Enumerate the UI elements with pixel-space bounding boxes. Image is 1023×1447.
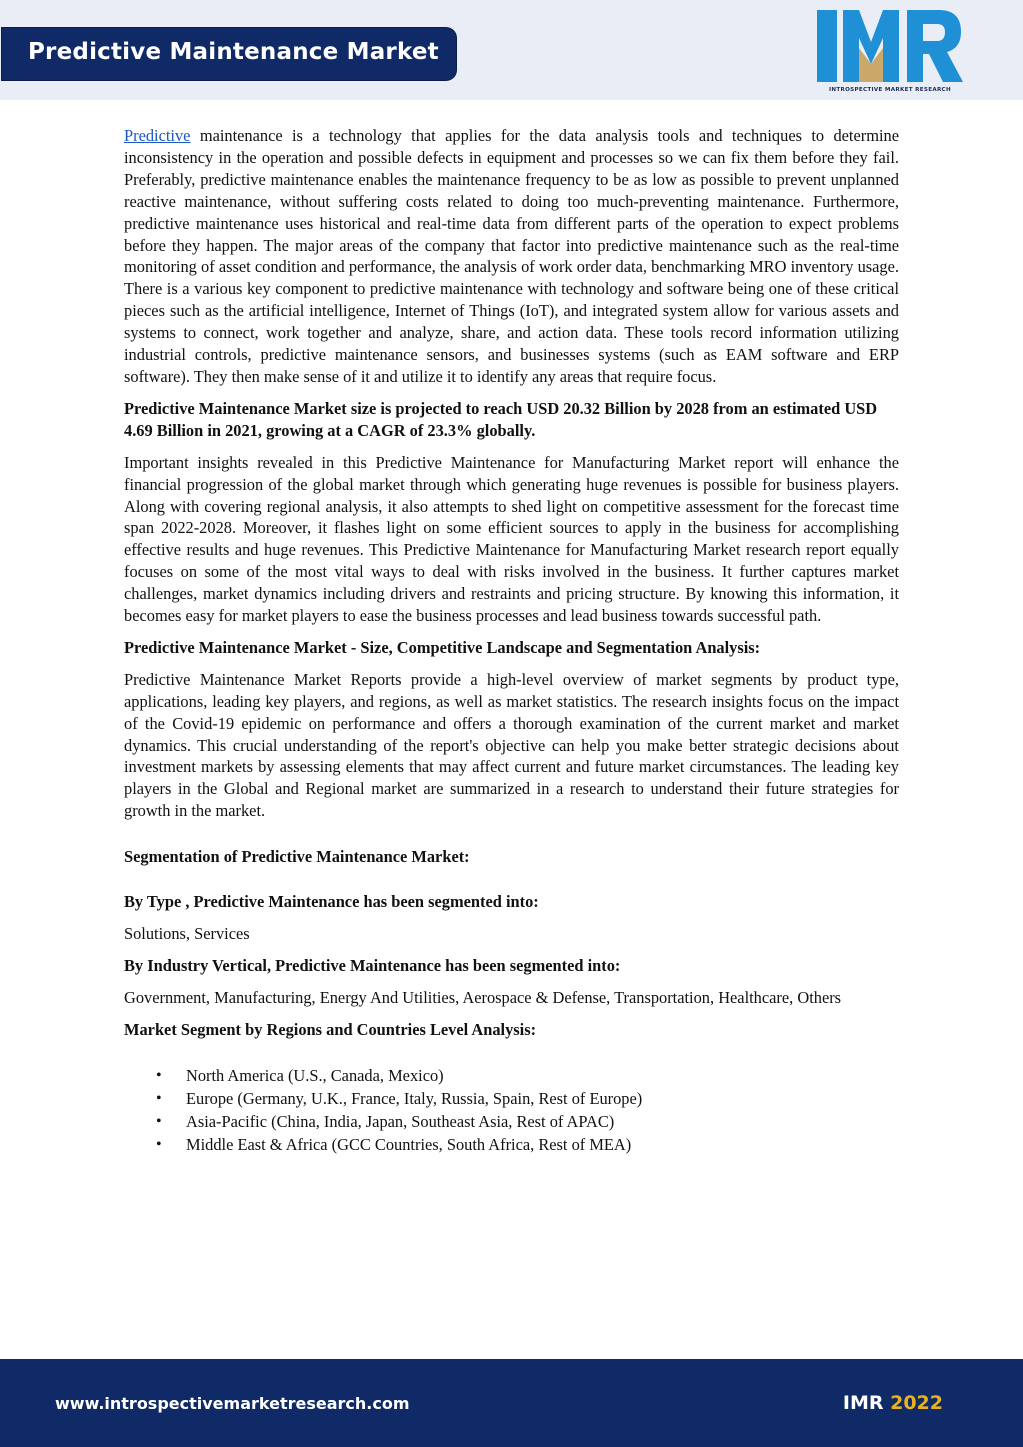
imr-logo [815,8,965,96]
reports-paragraph: Predictive Maintenance Market Reports provide a high-level overview of market segments by product type, applications, leading key players, and regions, as well as market statistics. The research insights focus on the impact of the Covid-19 epidemic on performance and offers a thorough examination of the current market and market dynamics. This crucial understanding of the report's objective can help you make better strategic decisions about investment markets by assessing elements that may affect current and future market circumstances. The leading key players in the Global and Regional market are summarized in a research to understand their future strategies for growth in the market. [124,669,899,821]
footer-band [0,1359,1023,1447]
regions-heading: Market Segment by Regions and Countries Level Analysis: [124,1019,537,1039]
type-heading: By Type , Predictive Maintenance has been segmented into: [124,892,539,912]
list-item: • Europe (Germany, U.K., France, Italy, Russia, Spain, Rest of Europe) [124,1087,899,1110]
page-title: Predictive Maintenance Market [28,39,439,65]
market-size-statement: Predictive Maintenance Market size is projected to reach USD 20.32 Billion by 2028 from an estimated USD 4.69 Billion in 2021, growing at a CAGR of 23.3% globally. [124,398,878,440]
intro-paragraph [124,125,899,388]
list-item: • Middle East & Africa (GCC Countries, South Africa, Rest of MEA) [124,1133,899,1156]
predictive-link[interactable]: Predictive [124,126,191,145]
footer-url[interactable]: www.introspectivemarketresearch.com [55,1394,410,1413]
footer-brand-text: IMR [842,1392,884,1414]
intro-text: maintenance is a technology that applies for the data analysis tools and techniques to determine inconsistency in the operation and possible defects in equipment and processes so we can fix them before they fail. Preferably, predictive maintenance enables the maintenance frequency to be as low as possible to prevent unplanned reactive maintenance, without suffering costs related to doing too much-preventing maintenance. Furthermore, predictive maintenance uses historical and real-time data from different parts of the operation to expect problems before they happen. The major areas of the company that factor into predictive maintenance such as the real-time monitoring of asset condition and performance, the analysis of work order data, benchmarking MRO inventory usage. There is a various key component to predictive maintenance with technology and software being one of these critical pieces such as the artificial intelligence, Internet of Things (IoT), and integrated system allow for various assets and systems to connect, work together and analyze, share, and action data. These tools record information utilizing industrial controls, predictive maintenance sensors, and businesses systems (such as EAM software and ERP software). They then make sense of it and utilize it to identify any areas that require focus. [124,126,899,386]
industry-heading: By Industry Vertical, Predictive Maintenance has been segmented into: [124,955,621,975]
industry-values: Government, Manufacturing, Energy And Utilities, Aerospace & Defense, Transportation, Healthcare, Others [124,987,842,1007]
imr-logo-icon [815,8,965,86]
title-banner [2,28,456,80]
regions-list [124,1064,899,1156]
document-body [124,125,899,1156]
list-item: • Asia-Pacific (China, India, Japan, Southeast Asia, Rest of APAC) [124,1110,899,1133]
segmentation-heading: Segmentation of Predictive Maintenance Market: [124,847,470,867]
footer-year: 2022 [890,1392,943,1414]
list-item: • North America (U.S., Canada, Mexico) [124,1064,899,1087]
logo-subtitle: INTROSPECTIVE MARKET RESEARCH [829,87,951,93]
size-heading: Predictive Maintenance Market - Size, Competitive Landscape and Segmentation Analysis: [124,637,761,657]
insights-paragraph: Important insights revealed in this Predictive Maintenance for Manufacturing Market report will enhance the financial progression of the global market through which generating huge revenues is possible for business players. Along with covering regional analysis, it also attempts to shed light on competitive assessment for the forecast time span 2022-2028. Moreover, it flashes light on some efficient sources to apply in the business for accomplishing effective results and huge revenues. This Predictive Maintenance for Manufacturing Market research report equally focuses on some of the most vital ways to deal with risks involved in the business. It further captures market challenges, market dynamics including drivers and restraints and pricing structure. By knowing this information, it becomes easy for market players to ease the business processes and lead business towards successful path. [124,452,899,626]
footer-brand [843,1392,943,1414]
type-values: Solutions, Services [124,924,250,943]
